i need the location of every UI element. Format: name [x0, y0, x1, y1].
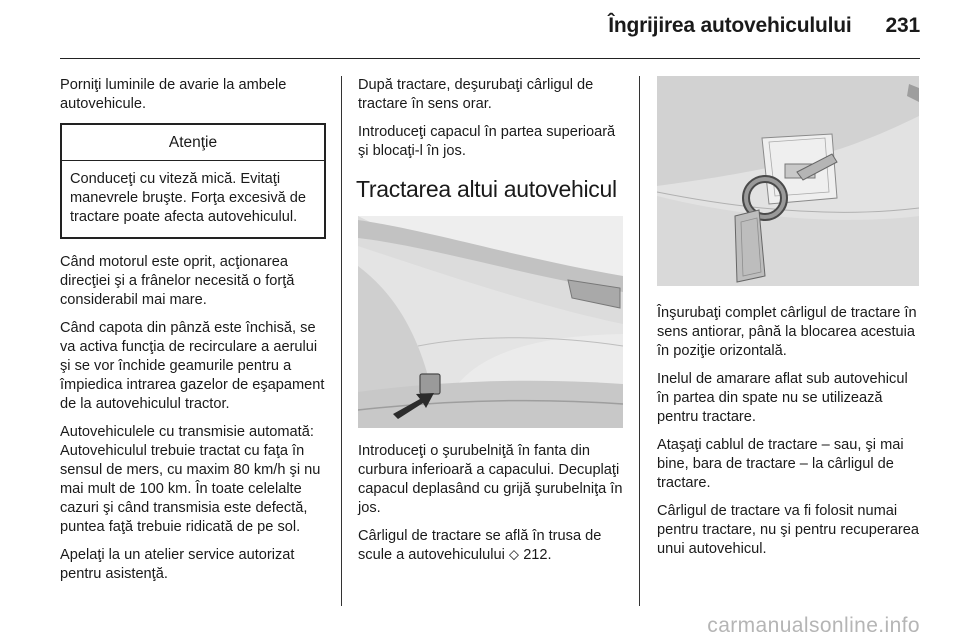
- warning-title: Atenţie: [62, 125, 324, 161]
- page-number: 231: [885, 14, 920, 37]
- header-title: Îngrijirea autovehiculului: [608, 14, 852, 37]
- warning-text: Conduceţi cu viteză mică. Evitaţi manevrele bruşte. Forţa excesivă de tractare poate afecta autovehiculul.: [70, 171, 307, 225]
- header-rule: [60, 58, 920, 59]
- page-reference-icon: ⬦: [508, 547, 520, 563]
- reference-paragraph: [358, 527, 623, 565]
- paragraph: Ataşaţi cablul de tractare – sau, şi mai bine, bara de tractare – la cârligul de tractare.: [657, 437, 904, 491]
- page-header: [608, 14, 920, 38]
- paragraph: Când motorul este oprit, acţionarea direcţiei şi a frânelor necesită o forţă considerabil mai mare.: [60, 254, 295, 308]
- paragraph: Cârligul de tractare va fi folosit numai pentru tractare, nu şi pentru recuperarea unui autovehicul.: [657, 503, 920, 557]
- paragraph: Inelul de amarare aflat sub autovehicul în partea din spate nu se utilizează pentru tractare.: [657, 371, 908, 425]
- column-divider: [639, 76, 640, 606]
- intro-paragraph: Porniţi luminile de avarie la ambele autovehicule.: [60, 77, 287, 112]
- column-divider: [341, 76, 342, 606]
- page-reference[interactable]: 212.: [523, 547, 552, 563]
- paragraph: Introduceţi o şurubelniţă în fanta din curbura inferioară a capacului. Decuplaţi capacul deplasând cu grijă şurubelniţa în jos.: [358, 443, 623, 516]
- paragraph: Autovehiculele cu transmisie automată: Autovehiculul trebuie tractat cu faţa în sensul de mers, cu maxim 80 km/h şi nu mai mult de 100 km. În toate celelalte cazuri şi când transmisia este defectă, puntea faţă trebuie ridicată de pe sol.: [60, 424, 321, 535]
- column-1: [60, 76, 326, 593]
- section-heading: Tractarea altui autovehicul: [356, 176, 617, 202]
- paragraph: Introduceţi capacul în partea superioară şi blocaţi-l în jos.: [358, 124, 616, 159]
- reference-text: Cârligul de tractare se află în trusa de scule a autovehiculului: [358, 528, 602, 563]
- paragraph: După tractare, deşurubaţi cârligul de tractare în sens orar.: [358, 77, 594, 112]
- car-rear-illustration: [358, 216, 623, 428]
- paragraph: Apelaţi la un atelier service autorizat pentru asistenţă.: [60, 547, 295, 582]
- paragraph: Înşurubaţi complet cârligul de tractare în sens antiorar, până la blocarea acestuia în poziţie orizontală.: [657, 305, 917, 359]
- column-2: [358, 76, 623, 574]
- paragraph: Când capota din pânză este închisă, se va activa funcţia de recirculare a aerului şi se vor închide geamurile pentru a împiedica intrarea gazelor de eşapament de la autovehiculul tractor.: [60, 320, 325, 412]
- tow-hook-illustration: [657, 76, 919, 286]
- watermark: carmanualsonline.info: [707, 614, 920, 637]
- column-3: [657, 76, 922, 568]
- warning-box: [60, 123, 326, 239]
